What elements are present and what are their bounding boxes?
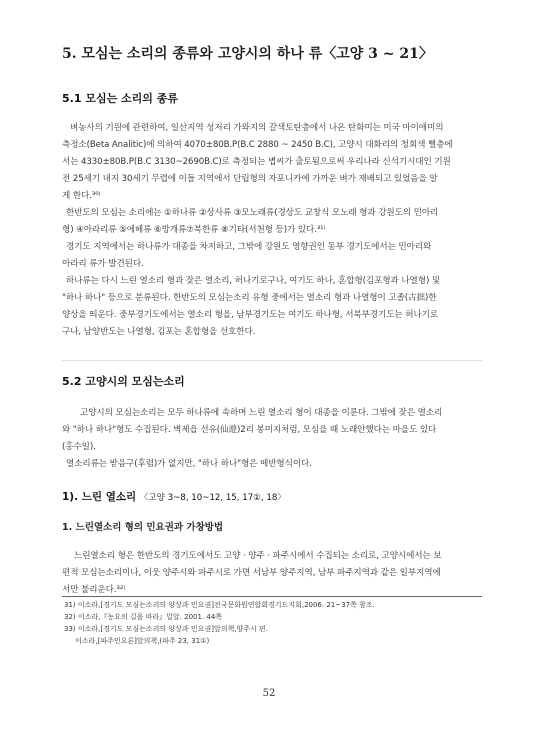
subsubsection-heading: 1. 느린열소리 형의 민요권과 가창방법 [62, 522, 224, 533]
footnote: 31) 이소라,[경기도 모심는소리의 양상과 민요권]전국문화원연합회경기도지회,2006. 21~37쪽 참조. [64, 601, 375, 609]
page-number: 52 [262, 688, 276, 699]
footnote: 이소라,[파주민요론]앞의책,(파주 23, 31①) [64, 637, 210, 645]
subsection-title: 1). 느린 열소리 [62, 491, 137, 503]
subsection-heading [62, 489, 286, 504]
paragraph-line: "하나 하나" 등으로 분류된다. 한반도의 모심는소리 유형 중에서는 열소리 형과 나열형이 고졸(古拙)한 [62, 293, 437, 303]
subsection-reference: 〈고양 3~8, 10~12, 15, 17①, 18〉 [139, 493, 286, 503]
paragraph-line: 게 한다.³⁰⁾ [62, 191, 101, 201]
paragraph-line: 측정소(Beta Analitic)에 의하여 4070±80B.P(B.C 2880 ~ 2450 B.C), 고양시 대화리의 청회색 뻘층에 [62, 140, 453, 150]
paragraph-line: 형) ④아라리류 ⑤에헤류 ⑥방개류⑦북한류 ⑧기타(서천형 등)가 있다.³¹⁾ [62, 225, 326, 235]
paragraph-line: 서만 불리운다.³²⁾ [62, 585, 126, 595]
paragraph-line: 경기도 지역에서는 하나류가 대종을 차지하고, 그밖에 강원도 영향권인 동부 경기도에서는 민아리와 [66, 242, 432, 252]
footnote: 33) 이소라,[경기도 모심는소리의 양상과 민요권]앞의책,양주시 편. [64, 625, 268, 633]
chapter-title: 5. 모심는 소리의 종류와 고양시의 하나 류〈고양 3 ~ 21〉 [62, 46, 433, 62]
paragraph-line: 아라리 류가 발견된다. [62, 259, 144, 269]
footnote-divider [62, 596, 482, 597]
paragraph-line: (홍수일). [62, 442, 96, 452]
section-heading-5-1: 5.1 모심는 소리의 종류 [62, 92, 178, 105]
paragraph-line: 벼농사의 기원에 관련하여, 일산지역 성저리 가와지의 갈색토탄층에서 나온 탄화미는 미국 마이애미의 [70, 123, 444, 133]
paragraph-line: 구나, 남양반도는 나열형, 김포는 혼합형을 선호한다. [62, 327, 256, 337]
paragraph-line: 열소리류는 받음구(후렴)가 없지만, "하나 하나"형은 메반형식이다. [66, 459, 312, 469]
paragraph-line: 서는 4330±80B.P(B.C 3130~2690B.C)로 측정되는 볍씨가 출토됨으로써 우리나라 신석기시대인 기원 [62, 157, 451, 167]
paragraph-line: 양상을 띄운다. 중부경기도에서는 열소리 형을, 남부경기도는 여기도 하나형, 서북부경기도는 허나기로 [62, 310, 439, 320]
footnote: 32) 이소라,『농요의 길을 따라』밀알. 2001. 44쪽 [64, 613, 223, 621]
paragraph-line: 와 "하나 하나"형도 수집된다. 벽제읍 선유(仙遊)2리 봉미지처럼, 모심을 때 노래안했다는 마을도 있다 [62, 425, 437, 435]
paragraph-line: 하나류는 다시 느린 열소리 형과 잦은 열소리, 허나기로구나, 여기도 하나, 혼합형(김포형과 나열형) 및 [66, 276, 441, 286]
paragraph-line: 느린열소리 형은 한반도의 경기도에서도 고양 · 양주 · 파주시에서 수집되는 소리로, 고양시에서는 보 [74, 551, 442, 561]
section-divider [62, 360, 482, 361]
section-heading-5-2: 5.2 고양시의 모심는소리 [62, 375, 185, 388]
paragraph-line: 전 25세기 내지 30세기 무렵에 이들 지역에서 단립형의 자포니카에 가까운 벼가 재배되고 있었음을 알 [62, 174, 438, 184]
paragraph-line: 한반도의 모심는 소리에는 ①하나류 ②상사류 ③모노래류(경상도 교창식 모노래 형과 강원도의 민아리 [66, 208, 439, 218]
paragraph-line: 고양시의 모심는소리는 모두 하나류에 속하며 느린 열소리 형이 대종을 이룬다. 그밖에 잦은 열소리 [80, 408, 443, 418]
paragraph-line: 편적 모심는소리이나, 이웃 양주시와 파주시로 가면 서남부 양주지역, 남부 파주지역과 같은 일부지역에 [62, 568, 441, 578]
